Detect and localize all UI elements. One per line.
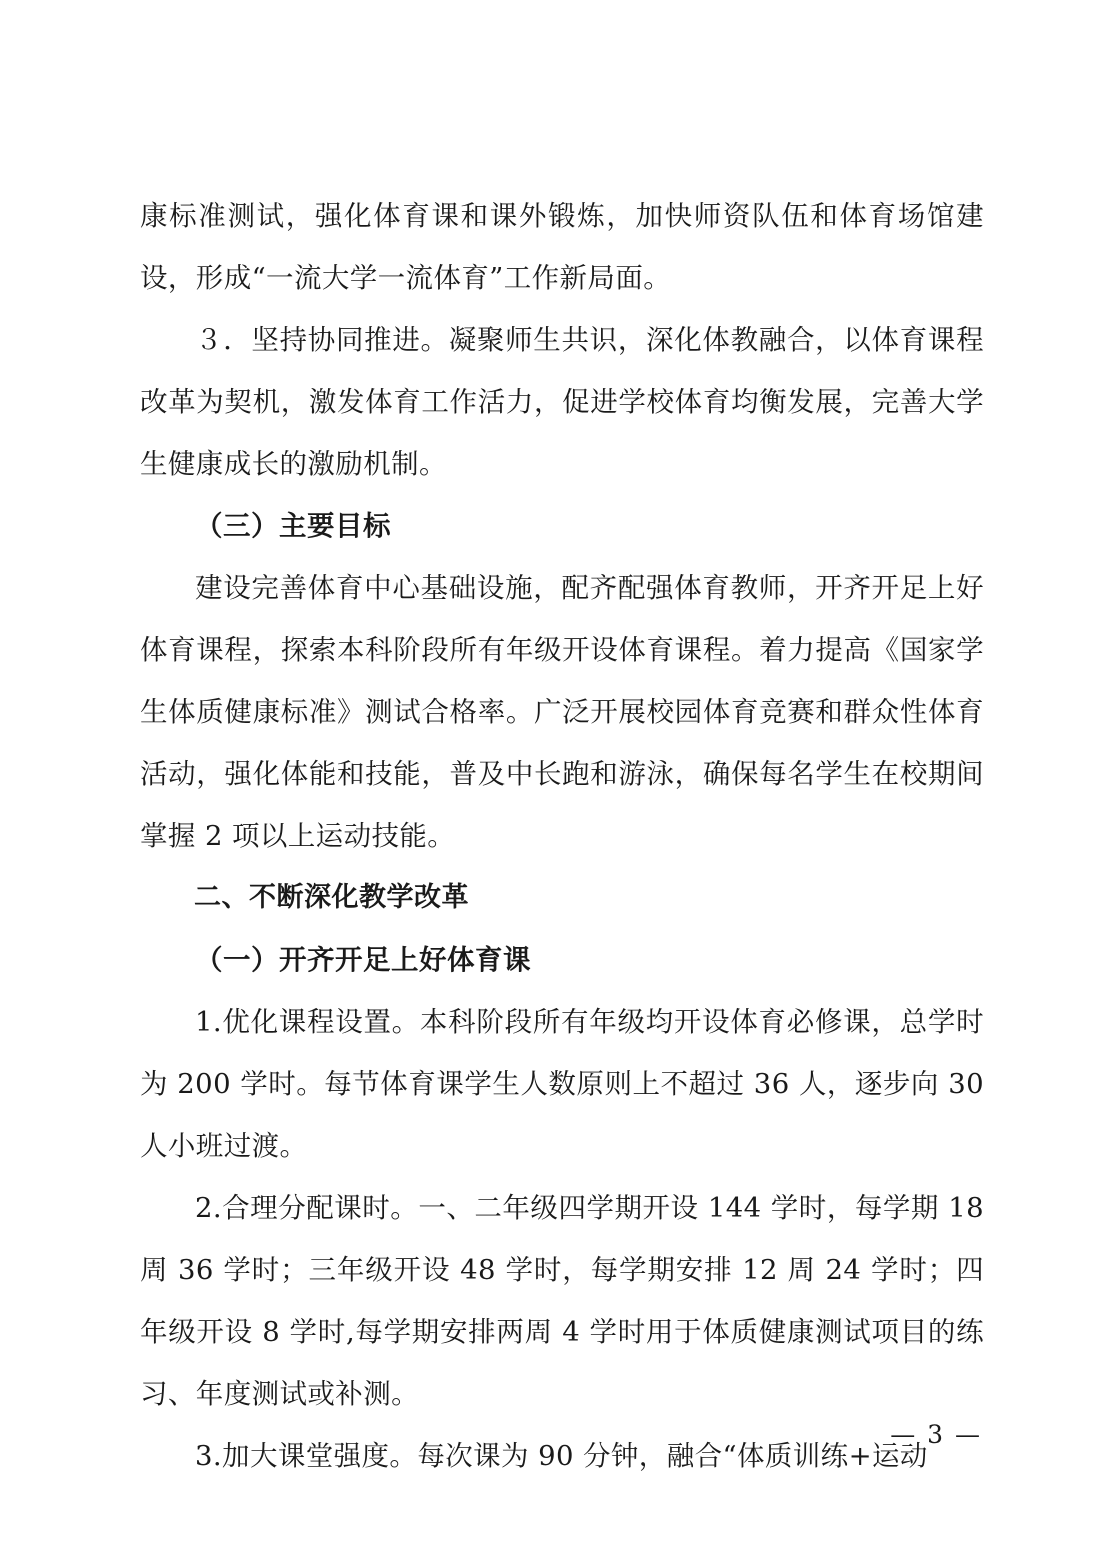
page-number: — 3 — xyxy=(890,1420,982,1449)
paragraph-item-1: 1.优化课程设置。本科阶段所有年级均开设体育必修课，总学时为 200 学时。每节体育课学生人数原则上不超过 36 人，逐步向 30 人小班过渡。 xyxy=(140,1006,984,1162)
paragraph-main-goals: 建设完善体育中心基础设施，配齐配强体育教师，开齐开足上好体育课程，探索本科阶段所有年级开设体育课程。着力提高《国家学生体质健康标准》测试合格率。广泛开展校园体育竞赛和群众性体育活动，强化体能和技能，普及中长跑和游泳，确保每名学生在校期间掌握 2 项以上运动技能。 xyxy=(140,572,984,852)
heading-subsection-one: （一）开齐开足上好体育课 xyxy=(195,944,531,976)
paragraph-item-3: 3.加大课堂强度。每次课为 90 分钟，融合“体质训练+运动 xyxy=(195,1440,928,1472)
heading-section-two: 二、不断深化教学改革 xyxy=(194,882,469,913)
paragraph-principle-3: ３．坚持协同推进。凝聚师生共识，深化体教融合，以体育课程改革为契机，激发体育工作活力，促进学校体育均衡发展，完善大学生健康成长的激励机制。 xyxy=(140,324,984,480)
paragraph-continued: 康标准测试，强化体育课和课外锻炼，加快师资队伍和体育场馆建设，形成“一流大学一流体育”工作新局面。 xyxy=(140,200,984,294)
heading-main-goals: （三）主要目标 xyxy=(195,510,391,542)
paragraph-item-2: 2.合理分配课时。一、二年级四学期开设 144 学时，每学期 18 周 36 学时；三年级开设 48 学时，每学期安排 12 周 24 学时；四年级开设 8 学时,每学期安排两周 4 学时用于体质健康测试项目的练习、年度测试或补测。 xyxy=(140,1192,984,1410)
